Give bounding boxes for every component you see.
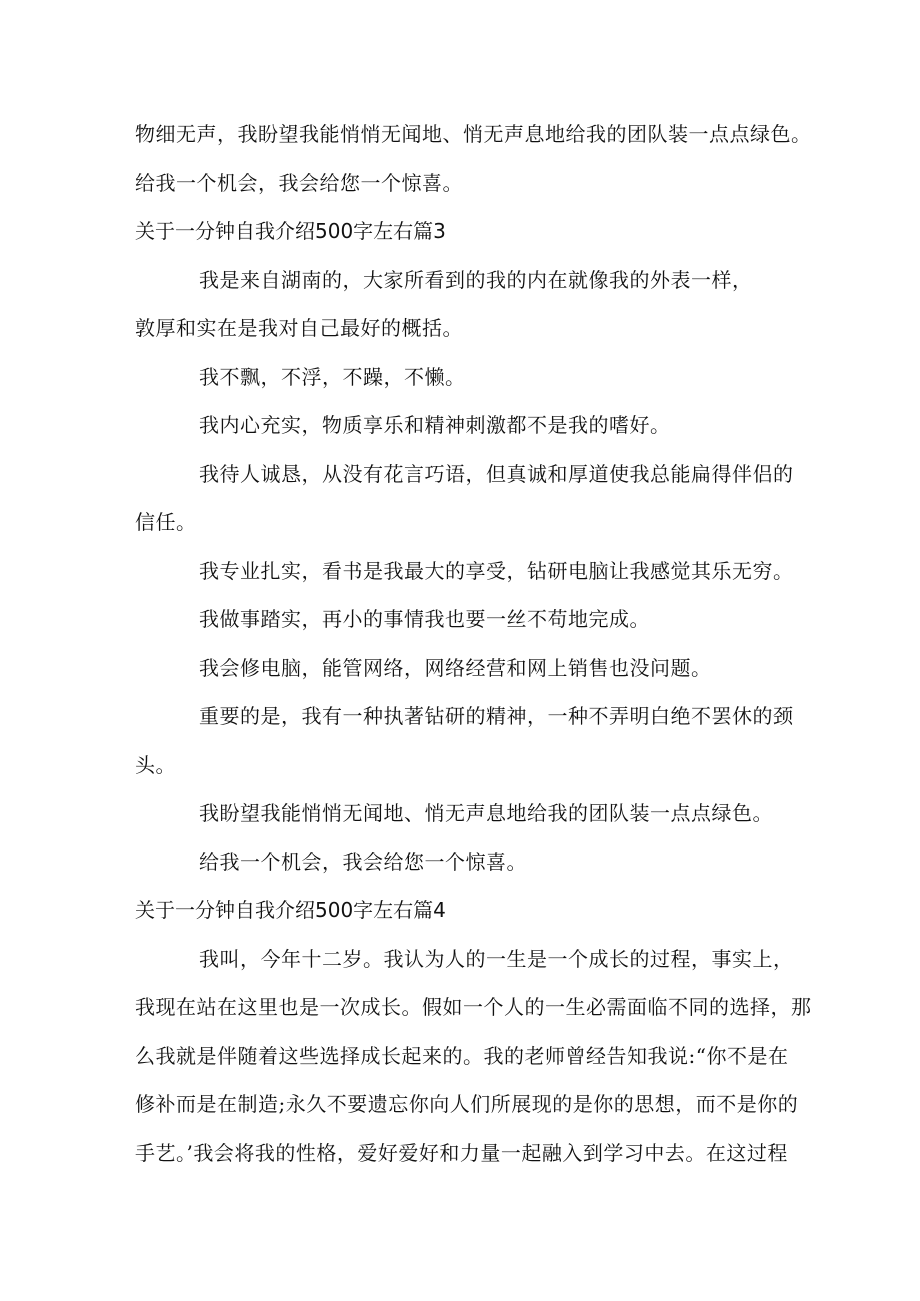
paragraph-line: 我待人诚恳，从没有花言巧语，但真诚和厚道使我总能扁得伴侣的 bbox=[199, 462, 794, 486]
paragraph-line: 我现在站在这里也是一次成长。假如一个人的一生必需面临不同的选择，那 bbox=[135, 995, 812, 1019]
paragraph-line: 么我就是伴随着这些选择成长起来的。我的老师曾经告知我说:“你不是在 bbox=[135, 1044, 789, 1068]
paragraph-line: 我会修电脑，能管网络，网络经营和网上销售也没问题。 bbox=[199, 656, 712, 680]
paragraph-line: 头。 bbox=[135, 753, 176, 777]
paragraph-line: 给我一个机会，我会给您一个惊喜。 bbox=[135, 171, 463, 195]
paragraph-line: 我做事踏实，再小的事情我也要一丝不苟地完成。 bbox=[199, 607, 650, 631]
paragraph-line: 给我一个机会，我会给您一个惊喜。 bbox=[199, 850, 527, 874]
paragraph-line: 我盼望我能悄悄无闻地、悄无声息地给我的团队装一点点绿色。 bbox=[199, 801, 773, 825]
paragraph-line: 我叫，今年十二岁。我认为人的一生是一个成长的过程，事实上， bbox=[199, 947, 794, 971]
paragraph-line: 我专业扎实，看书是我最大的享受，钻研电脑让我感觉其乐无穷。 bbox=[199, 559, 794, 583]
paragraph-line: 我不飘，不浮，不躁，不懒。 bbox=[199, 365, 466, 389]
paragraph-line: 信任。 bbox=[135, 510, 197, 534]
paragraph-line: 重要的是，我有一种执著钻研的精神，一种不弄明白绝不罢休的颈 bbox=[199, 704, 794, 728]
paragraph-line: 我是来自湖南的，大家所看到的我的内在就像我的外表一样， bbox=[199, 268, 753, 292]
paragraph-line: 修补而是在制造;永久不要遗忘你向人们所展现的是你的思想，而不是你的 bbox=[135, 1092, 799, 1116]
section-heading-4: 关于一分钟自我介绍500字左右篇4 bbox=[135, 898, 446, 922]
paragraph-line: 我内心充实，物质享乐和精神刺激都不是我的嗜好。 bbox=[199, 413, 671, 437]
section-heading-3: 关于一分钟自我介绍500字左右篇3 bbox=[135, 219, 446, 243]
paragraph-line: 物细无声，我盼望我能悄悄无闻地、悄无声息地给我的团队装一点点绿色。 bbox=[135, 122, 812, 146]
paragraph-line: 手艺。’我会将我的性格，爱好爱好和力量一起融入到学习中去。在这过程 bbox=[135, 1141, 788, 1165]
paragraph-line: 敦厚和实在是我对自己最好的概括。 bbox=[135, 316, 463, 340]
